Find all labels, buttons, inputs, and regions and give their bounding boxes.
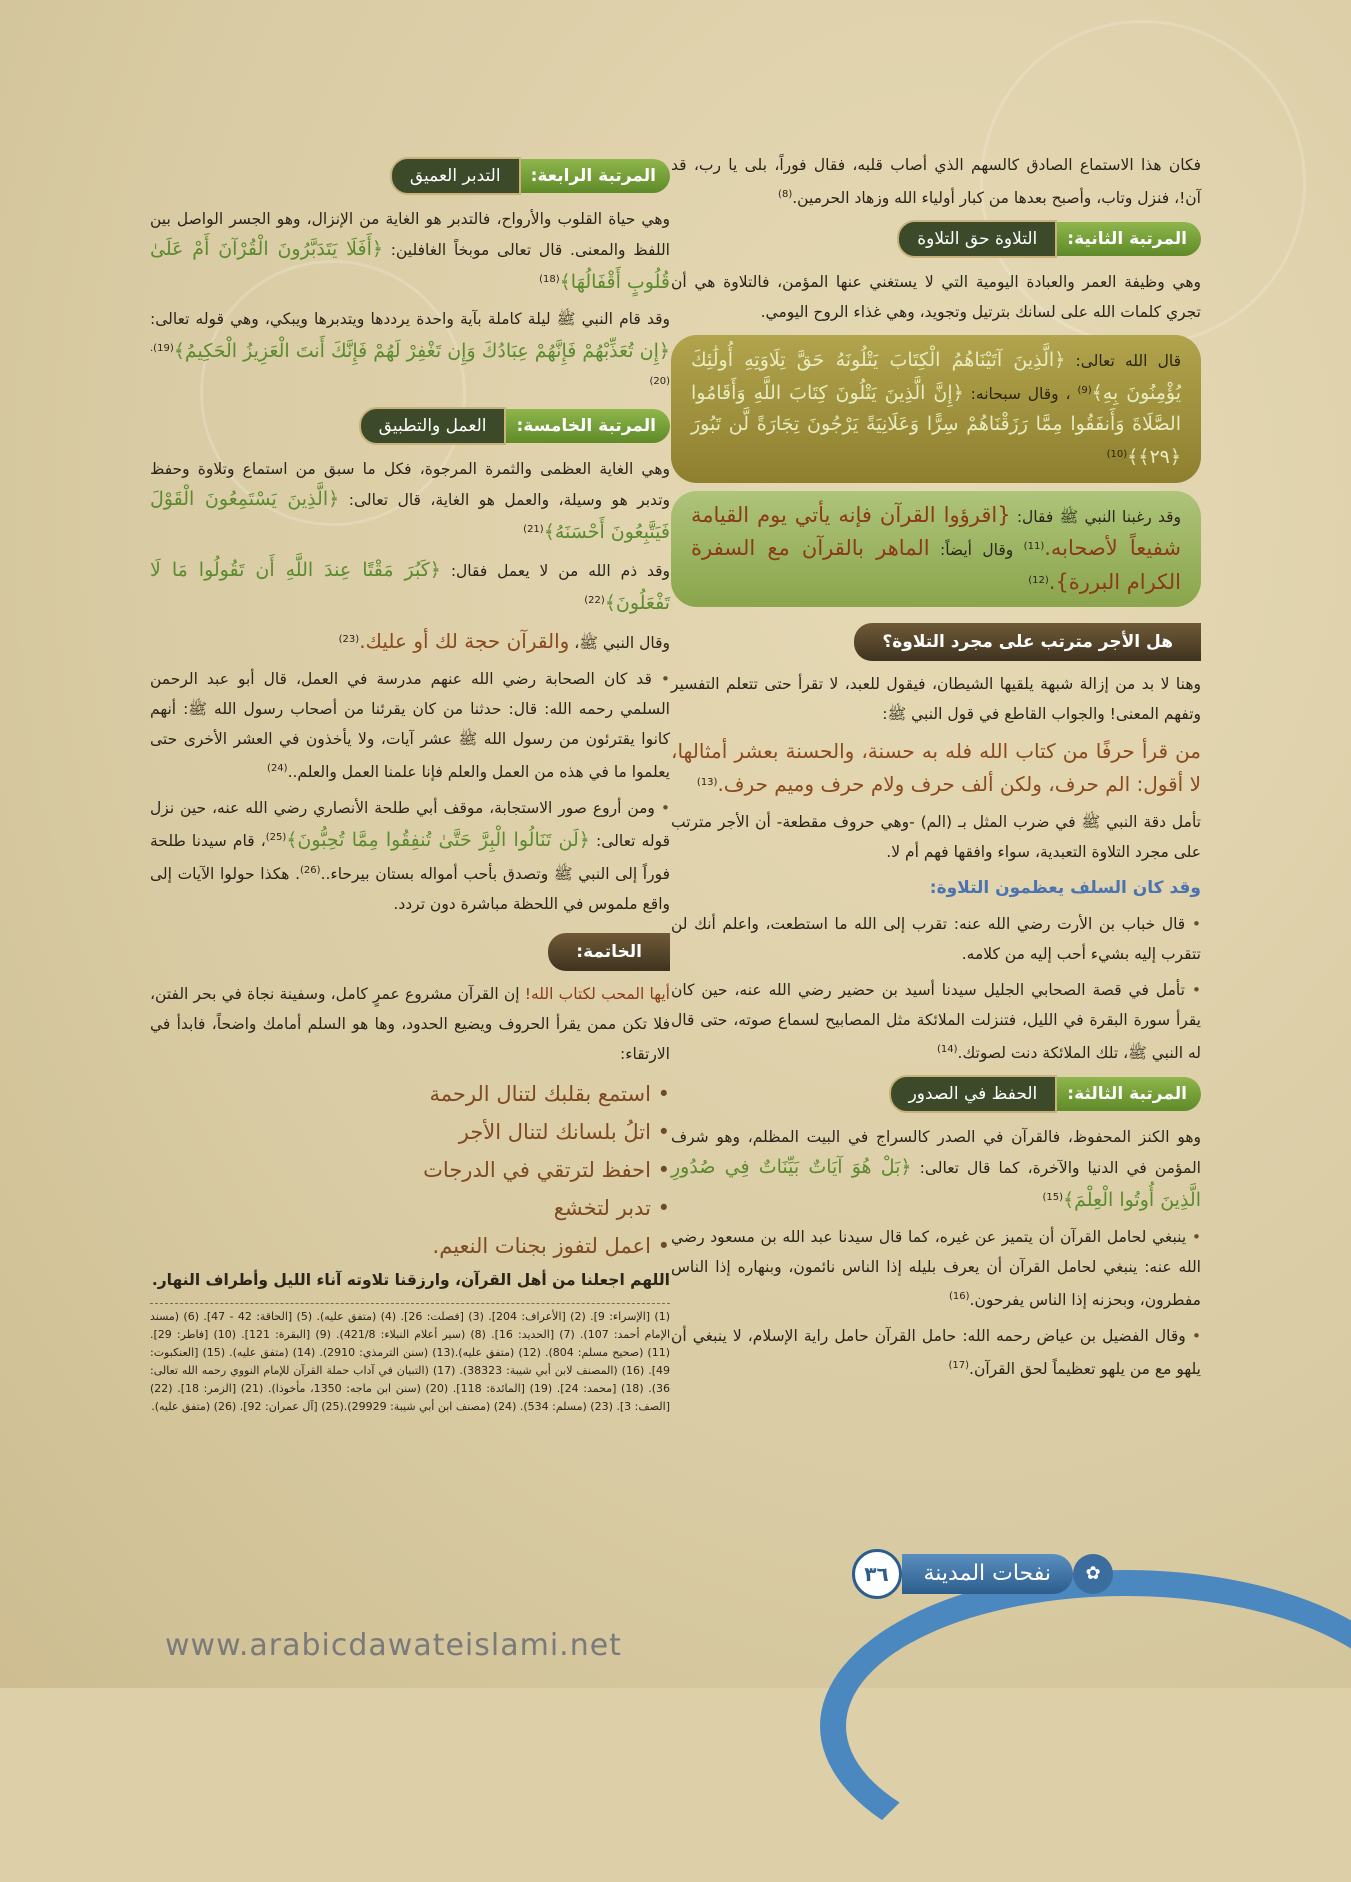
rank5-title: العمل والتطبيق	[359, 407, 507, 445]
rank4-title: التدبر العميق	[390, 157, 521, 195]
rank5-paragraph: وهي الغاية العظمى والثمرة المرجوة، فكل ما سبق من استماع وتلاوة وحفظ وتدبر هو وسيلة، والعمل هو الغاية، قال تعالى: ﴿الَّذِينَ يَسْتَمِعُونَ الْقَوْلَ فَيَتَّبِعُونَ أَحْسَنَهُ﴾$^{(21)}$	[150, 460, 670, 544]
list-item: • اتلُ بلسانك لتنال الأجر	[150, 1113, 670, 1151]
page-number: ٣٦	[852, 1549, 902, 1599]
rank5-header	[150, 406, 670, 446]
rank2-label: المرتبة الثانية:	[1057, 222, 1201, 256]
rank3-label: المرتبة الثالثة:	[1057, 1077, 1201, 1111]
list-item: • ومن أروع صور الاستجابة، موقف أبي طلحة الأنصاري رضي الله عنه، حين نزل قوله تعالى: ﴿لَن تَنَالُوا الْبِرَّ حَتَّىٰ تُنفِقُوا مِمَّا تُحِبُّونَ﴾$^{(25)}$، قام سيدنا طلحة فوراً إلى النبي ﷺ وتصدق بأحب أمواله بستان بيرحاء..$^{(26)}$. هكذا حولوا الآيات إلى واقع ملموس في اللحظة مباشرة دون تردد.	[150, 793, 670, 919]
rank3-header	[671, 1074, 1201, 1114]
hadith-box: وقد رغبنا النبي ﷺ فقال: {اقرؤوا القرآن فإنه يأتي يوم القيامة شفيعاً لأصحابه.$^{(11)}$ وقال أيضاً: الماهر بالقرآن مع السفرة الكرام البررة}.$^{(12)}$	[671, 491, 1201, 606]
rank2-paragraph: وهي وظيفة العمر والعبادة اليومية التي لا يستغني عنها المؤمن، فالتلاوة هي أن تجري كلمات الله على لسانك بترتيل وتجويد، وهي غذاء الروح اليومي.	[671, 273, 1201, 322]
rank4-paragraph: وهي حياة القلوب والأرواح، فالتدبر هو الغاية من الإنزال، وهو الجسر الواصل بين اللفظ والمعنى. قال تعالى موبخاً الغافلين: ﴿أَفَلَا يَتَدَبَّرُونَ الْقُرْآنَ أَمْ عَلَىٰ قُلُوبٍ أَقْفَالُهَا﴾$^{(18)}$	[150, 210, 670, 294]
rank2-header	[671, 219, 1201, 259]
intro-paragraph: فكان هذا الاستماع الصادق كالسهم الذي أصاب قلبه، فقال فوراً، بلى يا رب، قد آن!، فنزل وتاب، وأصبح بعدها من كبار أولياء الله وزهاد الحرمين.$^{(8)}$	[671, 156, 1201, 208]
seal-icon: ✿	[1073, 1554, 1113, 1594]
list-item: • اعمل لتفوز بجنات النعيم.	[150, 1227, 670, 1265]
hadith-text: من قرأ حرفًا من كتاب الله فله به حسنة، والحسنة بعشر أمثالها، لا أقول: الم حرف، ولكن ألف حرف ولام حرف وميم حرف.$^{(13)}$	[671, 738, 1201, 796]
question-header: هل الأجر مترتب على مجرد التلاوة؟	[854, 623, 1201, 661]
conclusion-header: الخاتمة:	[548, 933, 670, 971]
list-item: • استمع بقلبك لتنال الرحمة	[150, 1075, 670, 1113]
rank3-title: الحفظ في الصدور	[889, 1075, 1058, 1113]
rank4-label: المرتبة الرابعة:	[521, 159, 670, 193]
rank3-paragraph: وهو الكنز المحفوظ، فالقرآن في الصدر كالسراج في البيت المظلم، وهو شرف المؤمن في الدنيا والآخرة، كما قال تعالى: ﴿بَلْ هُوَ آيَاتٌ بَيِّنَاتٌ فِي صُدُورِ الَّذِينَ أُوتُوا الْعِلْمَ﴾$^{(15)}$	[671, 1128, 1201, 1212]
footnotes: (1) [الإسراء: 9]. (2) [الأعراف: 204]. (3) [فصلت: 26]. (4) (متفق عليه). (5) [الحاقة: 42 - 47]. (6) (مسند الإمام أحمد: 107). (7) [الحديد: 16]. (8) (سير أعلام النبلاء: 421/8). (9) [البقرة: 121]. (10) [فاطر: 29]. (11) (صحيح مسلم: 804). (12) (متفق عليه).(13) (سنن الترمذي: 2910). (14) (متفق عليه). (15) [العنكبوت: 49]. (16) (المصنف لابن أبي شيبة: 38323). (17) (التبيان في آداب حملة القرآن للإمام النووي رحمه الله تعالى: 36). (18) [محمد: 24]. (19) [المائدة: 118]. (20) (سنن ابن ماجه: 1350، مأخوذا). (21) [الزمر: 18]. (22) [الصف: 3]. (23) (مسلم: 534). (24) (مصنف ابن أبي شيبة: 29929).(25) [آل عمران: 92]. (26) (متفق عليه).	[150, 1303, 670, 1416]
quran-box: قال الله تعالى: ﴿الَّذِينَ آتَيْنَاهُمُ الْكِتَابَ يَتْلُونَهُ حَقَّ تِلَاوَتِهِ أُولَٰئِكَ يُؤْمِنُونَ بِهِ﴾$^{(9)}$ ، وقال سبحانه: ﴿إِنَّ الَّذِينَ يَتْلُونَ كِتَابَ اللَّهِ وَأَقَامُوا الصَّلَاةَ وَأَنفَقُوا مِمَّا رَزَقْنَاهُمْ سِرًّا وَعَلَانِيَةً يَرْجُونَ تِجَارَةً لَّن تَبُورَ ﴿٢٩﴾﴾$^{(10)}$	[671, 335, 1201, 483]
salaf-heading: وقد كان السلف يعظمون التلاوة:	[929, 877, 1201, 898]
list-item: • احفظ لترتقي في الدرجات	[150, 1151, 670, 1189]
list-item: • تأمل في قصة الصحابي الجليل سيدنا أسيد بن حضير رضي الله عنه، حين كان يقرأ سورة البقرة في الليل، فتنزلت الملائكة مثل المصابيح لسماع صوته، حتى قال له النبي ﷺ، تلك الملائكة دنت لصوتك.$^{(14)}$	[671, 975, 1201, 1068]
question-paragraph: وهنا لا بد من إزالة شبهة يلقيها الشيطان، فيقول للعبد، لا تقرأ حتى تتعلم التفسير وتفهم المعنى! والجواب القاطع في قول النبي ﷺ:	[671, 674, 1201, 723]
conclusion-paragraph: أيها المحب لكتاب الله! إن القرآن مشروع عمرٍ كامل، وسفينة نجاة في بحر الفتن، فلا تكن ممن يقرأ الحروف ويضيع الحدود، وها هو السلم أمامك واضحاً، فابدأ في الارتقاء:	[150, 985, 670, 1064]
page-footer	[856, 1552, 1112, 1596]
list-item: • قال خباب بن الأرت رضي الله عنه: تقرب إلى الله ما استطعت، واعلم أنك لن تتقرب إليه بشيء أحب إليه من كلامه.	[671, 909, 1201, 969]
steps-list	[150, 1075, 670, 1265]
rank5-paragraph-2: وقد ذم الله من لا يعمل فقال: ﴿كَبُرَ مَقْتًا عِندَ اللَّهِ أَن تَقُولُوا مَا لَا تَفْعَلُونَ﴾$^{(22)}$	[150, 558, 671, 614]
rank4-header	[150, 156, 670, 196]
list-item: • قد كان الصحابة رضي الله عنهم مدرسة في العمل، قال أبو عبد الرحمن السلمي رحمه الله: قال: حدثنا من كان يقرئنا من أصحاب رسول الله ﷺ: أنهم كانوا يقترئون من رسول الله ﷺ عشر آيات، ولا يأخذون في العشر الأخرى حتى يعلموا ما في هذه من العمل والعلم فإنا علمنا العمل والعلم..$^{(24)}$	[150, 664, 670, 787]
closing-prayer: اللهم اجعلنا من أهل القرآن، وارزقنا تلاوته آناء الليل وأطراف النهار.	[151, 1271, 670, 1290]
website-url[interactable]: www.arabicdawateislami.net	[165, 1628, 622, 1663]
right-column	[671, 150, 1201, 1391]
list-item: • تدبر لتخشع	[150, 1189, 670, 1227]
list-item: • وقال الفضيل بن عياض رحمه الله: حامل القرآن حامل راية الإسلام، لا ينبغي أن يلهو مع من يلهو تعظيماً لحق القرآن.$^{(17)}$	[671, 1321, 1201, 1384]
reflection-paragraph: تأمل دقة النبي ﷺ في ضرب المثل بـ (الم) -وهي حروف مقطعة- أن الأجر مترتب على مجرد التلاوة التعبدية، سواء وافقها فهم أم لا.	[671, 812, 1201, 861]
rank5-label: المرتبة الخامسة:	[506, 409, 670, 443]
magazine-name: نفحات المدينة	[902, 1554, 1074, 1594]
list-item: • ينبغي لحامل القرآن أن يتميز عن غيره، كما قال سيدنا عبد الله بن مسعود رضي الله عنه: ينبغي لحامل القرآن أن يعرف بليله إذا الناس نائمون، وبنهاره إذا الناس مفطرون، وبحزنه إذا الناس يفرحون.$^{(16)}$	[671, 1222, 1201, 1315]
rank4-paragraph-2: وقد قام النبي ﷺ ليلة كاملة بآية واحدة يرددها ويتدبرها ويبكي، وهي قوله تعالى: ﴿إِن تُعَذِّبْهُمْ فَإِنَّهُمْ عِبَادُكَ وَإِن تَغْفِرْ لَهُمْ فَإِنَّكَ أَنتَ الْعَزِيزُ الْحَكِيمُ﴾$^{(19).(20)}$	[150, 310, 670, 388]
rank5-paragraph-3: وقال النبي ﷺ، والقرآن حجة لك أو عليك.$^{(23)}$	[338, 628, 670, 653]
left-column	[150, 150, 670, 1416]
rank2-title: التلاوة حق التلاوة	[897, 220, 1057, 258]
